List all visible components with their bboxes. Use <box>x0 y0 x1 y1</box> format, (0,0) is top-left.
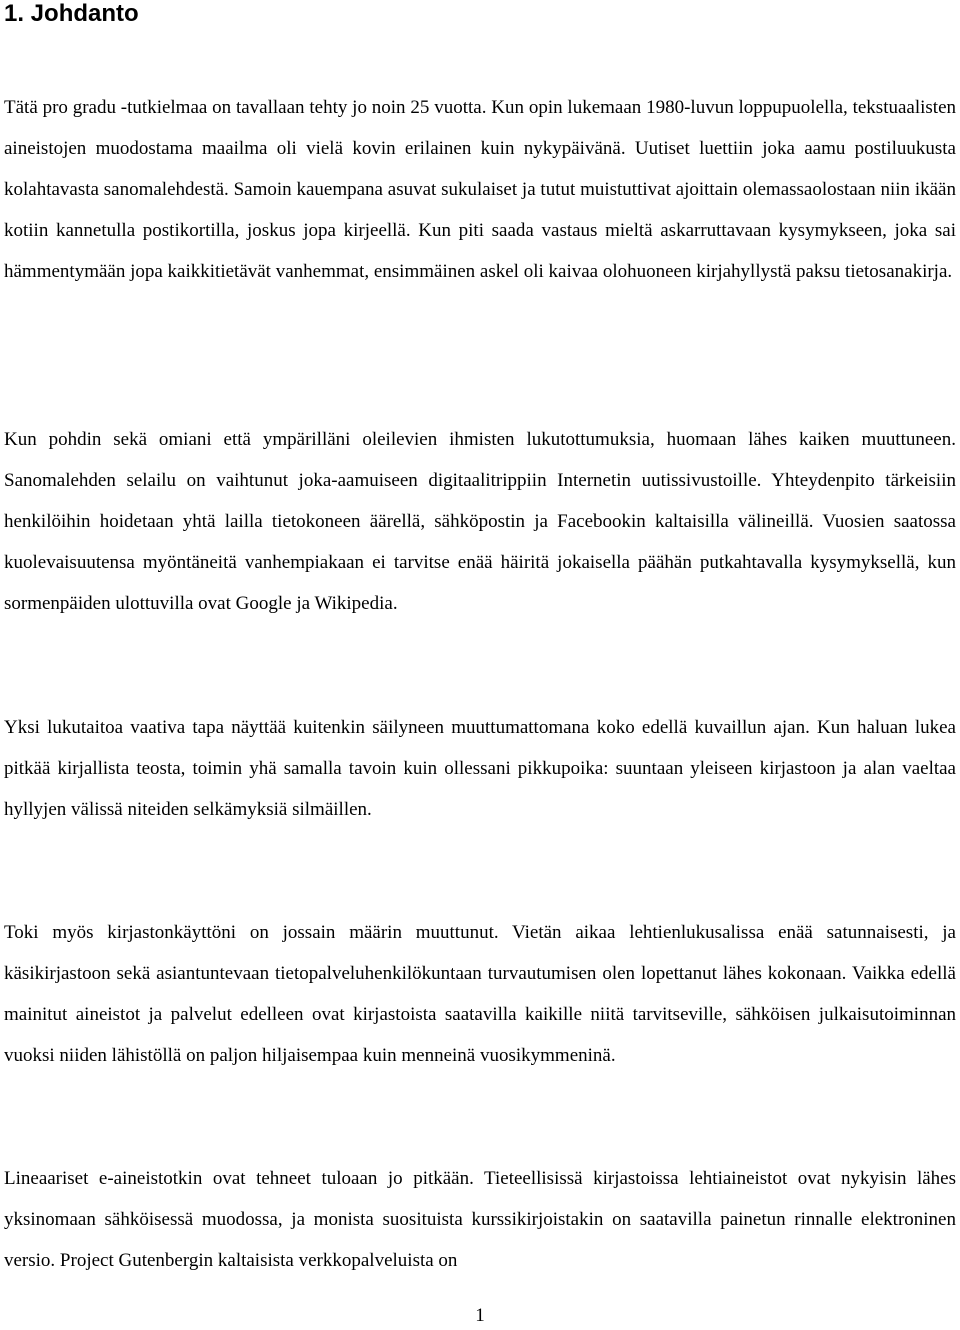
page-number: 1 <box>475 1305 485 1326</box>
paragraph-1: Tätä pro gradu -tutkielmaa on tavallaan tehty jo noin 25 vuotta. Kun opin lukemaan 1980-luvun loppupuolella, tekstuaalisten aineistojen muodostama maailma oli vielä kovin erilainen kuin nykypäivänä. Uutiset luettiin joka aamu postiluukusta kolahtavasta sanomalehdestä. Samoin kauempana asuvat sukulaiset ja tutut muistuttivat ajoittain olemassaolostaan niin ikään kotiin kannetulla postikortilla, joskus jopa kirjeellä. Kun piti saada vastaus mieltä askarruttavaan kysymykseen, joka sai hämmentymään jopa kaikkitietävät vanhemmat, ensimmäinen askel oli kaivaa olohuoneen kirjahyllystä paksu tietosanakirja. <box>4 97 956 282</box>
chapter-heading: 1. Johdanto <box>4 0 139 27</box>
paragraph-4: Toki myös kirjastonkäyttöni on jossain määrin muuttunut. Vietän aikaa lehtienlukusalissa enää satunnaisesti, ja käsikirjastoon sekä asiantuntevaan tietopalveluhenkilökuntaan turvautumisen olen lopettanut lähes kokonaan. Vaikka edellä mainitut aineistot ja palvelut edelleen ovat kirjastoista saatavilla kaikille niitä tarvitseville, sähköisen julkaisutoiminnan vuoksi niiden lähistöllä on paljon hiljaisempaa kuin menneinä vuosikymmeninä. <box>4 922 956 1066</box>
paragraph-5: Lineaariset e-aineistotkin ovat tehneet tuloaan jo pitkään. Tieteellisissä kirjastoissa lehtiaineistot ovat nykyisin lähes yksinomaan sähköisessä muodossa, ja monista suosituista kurssikirjoistakin on saatavilla painetun rinnalle elektroninen versio. Project Gutenbergin kaltaisista verkkopalveluista on <box>4 1168 956 1271</box>
document-page <box>4 0 956 1330</box>
paragraph-2: Kun pohdin sekä omiani että ympärilläni oleilevien ihmisten lukutottumuksia, huomaan lähes kaiken muuttuneen. Sanomalehden selailu on vaihtunut joka-aamuiseen digitaalitrippiin Internetin uutissivustoille. Yhteydenpito tärkeisiin henkilöihin hoidetaan yhtä lailla tietokoneen äärellä, sähköpostin ja Facebookin kaltaisilla välineillä. Vuosien saatossa kuolevaisuutensa myöntäneitä vanhempiakaan ei tarvitse enää häiritä jokaisella päähän putkahtavalla kysymyksellä, kun sormenpäiden ulottuvilla ovat Google ja Wikipedia. <box>4 429 956 614</box>
paragraph-3: Yksi lukutaitoa vaativa tapa näyttää kuitenkin säilyneen muuttumattomana koko edellä kuvaillun ajan. Kun haluan lukea pitkää kirjallista teosta, toimin yhä samalla tavoin kuin ollessani pikkupoika: suuntaan yleiseen kirjastoon ja alan vaeltaa hyllyjen välissä niteiden selkämyksiä silmäillen. <box>4 717 956 820</box>
